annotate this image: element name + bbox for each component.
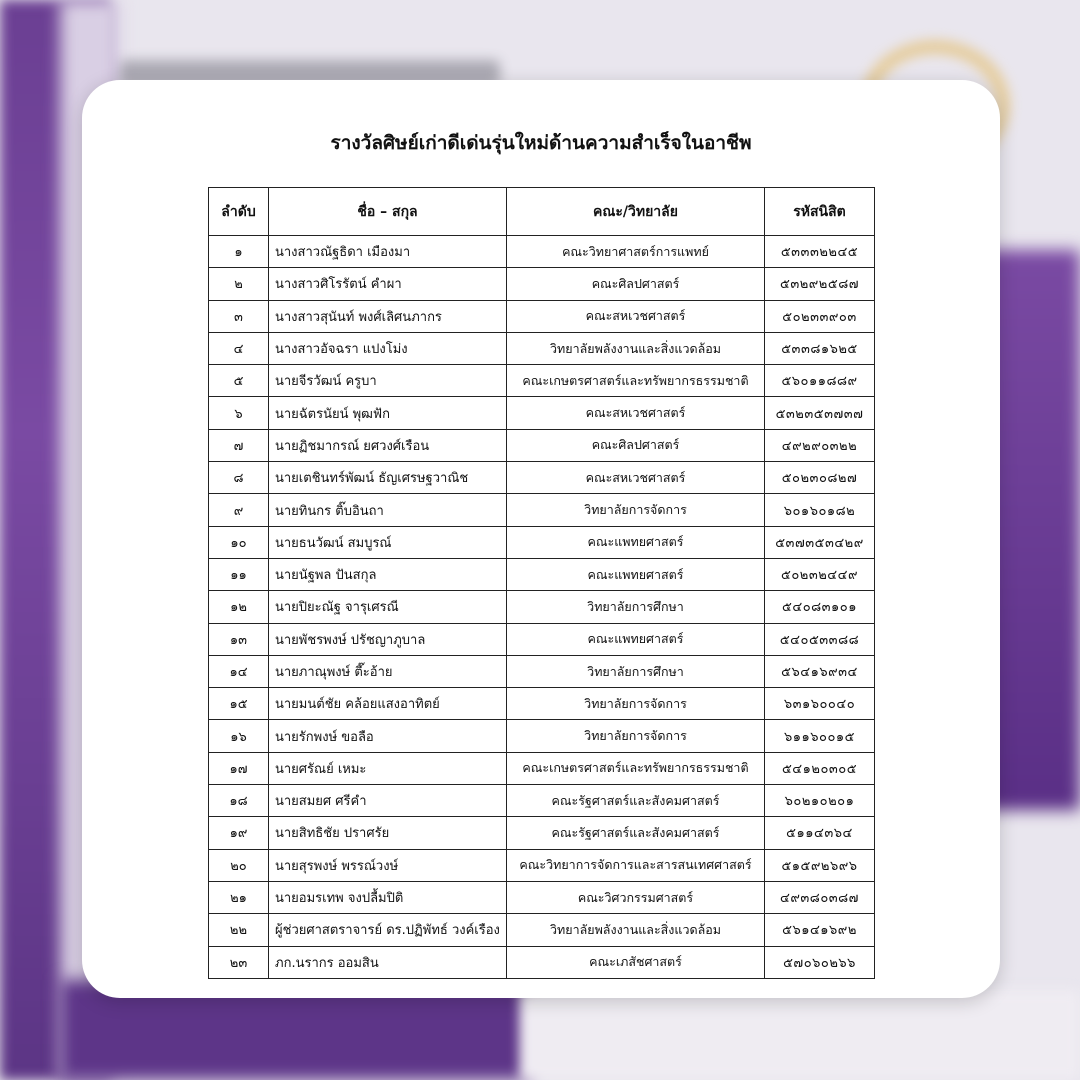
cell-name: นายปิยะณัฐ จารุเศรณี [269, 591, 507, 623]
table-row [209, 332, 875, 364]
table-row [209, 591, 875, 623]
header-name: ชื่อ – สกุล [269, 188, 507, 236]
cell-no: ๒๑ [209, 881, 269, 913]
cell-student-id: ๕๖๔๑๖๙๓๔ [765, 655, 875, 687]
cell-name: นายสิทธิชัย ปราศรัย [269, 817, 507, 849]
cell-name: นายเตชินทร์พัฒน์ ธัญเศรษฐวาณิช [269, 462, 507, 494]
cell-name: นายรักพงษ์ ขอลือ [269, 720, 507, 752]
table-row [209, 494, 875, 526]
cell-name: นายนัฐพล ปันสกุล [269, 558, 507, 590]
table-row [209, 914, 875, 946]
cell-faculty: คณะรัฐศาสตร์และสังคมศาสตร์ [507, 817, 765, 849]
cell-no: ๘ [209, 462, 269, 494]
cell-no: ๒๐ [209, 849, 269, 881]
cell-no: ๓ [209, 300, 269, 332]
cell-name: นางสาวศิโรรัตน์ คำผา [269, 268, 507, 300]
cell-student-id: ๕๑๕๙๒๖๙๖ [765, 849, 875, 881]
cell-student-id: ๕๓๗๓๕๓๔๒๙ [765, 526, 875, 558]
cell-name: นายทินกร ติ๊บอินถา [269, 494, 507, 526]
cell-student-id: ๕๐๒๓๒๔๔๙ [765, 558, 875, 590]
cell-student-id: ๔๙๓๘๐๓๘๗ [765, 881, 875, 913]
cell-faculty: คณะสหเวชศาสตร์ [507, 462, 765, 494]
table-row [209, 268, 875, 300]
cell-no: ๑๒ [209, 591, 269, 623]
cell-faculty: คณะวิศวกรรมศาสตร์ [507, 881, 765, 913]
table-header-row [209, 188, 875, 236]
cell-faculty: คณะเภสัชศาสตร์ [507, 946, 765, 978]
cell-name: นายภาณุพงษ์ ตี๊ะอ้าย [269, 655, 507, 687]
header-no: ลำดับ [209, 188, 269, 236]
cell-student-id: ๕๓๓๓๒๒๔๕ [765, 236, 875, 268]
cell-no: ๕ [209, 365, 269, 397]
cell-name: นายสมยศ ศรีคำ [269, 785, 507, 817]
cell-no: ๑๓ [209, 623, 269, 655]
document-card [82, 80, 1000, 998]
cell-name: นายฏิชมากรณ์ ยศวงศ์เรือน [269, 429, 507, 461]
cell-student-id: ๕๑๑๔๓๖๔ [765, 817, 875, 849]
cell-name: ผู้ช่วยศาสตราจารย์ ดร.ปฏิพัทธ์ วงค์เรือง [269, 914, 507, 946]
cell-faculty: วิทยาลัยพลังงานและสิ่งแวดล้อม [507, 914, 765, 946]
cell-name: นายมนต์ชัย คล้อยแสงอาทิตย์ [269, 688, 507, 720]
cell-name: นายสุรพงษ์ พรรณ์วงษ์ [269, 849, 507, 881]
cell-name: นายพัชรพงษ์ ปรัชญาภูบาล [269, 623, 507, 655]
cell-student-id: ๖๑๑๖๐๐๑๕ [765, 720, 875, 752]
header-faculty: คณะ/วิทยาลัย [507, 188, 765, 236]
bg-bottom-light-panel [520, 990, 1080, 1080]
cell-faculty: คณะแพทยศาสตร์ [507, 558, 765, 590]
table-row [209, 849, 875, 881]
cell-no: ๑ [209, 236, 269, 268]
cell-student-id: ๕๐๒๓๓๙๐๓ [765, 300, 875, 332]
table-row [209, 946, 875, 978]
table-row [209, 623, 875, 655]
cell-faculty: วิทยาลัยการจัดการ [507, 494, 765, 526]
table-row [209, 655, 875, 687]
cell-student-id: ๔๙๒๙๐๓๒๒ [765, 429, 875, 461]
cell-name: นางสาวอัจฉรา แปงโม่ง [269, 332, 507, 364]
cell-student-id: ๖๓๑๖๐๐๔๐ [765, 688, 875, 720]
cell-faculty: คณะแพทยศาสตร์ [507, 623, 765, 655]
cell-no: ๑๔ [209, 655, 269, 687]
cell-no: ๔ [209, 332, 269, 364]
cell-no: ๑๑ [209, 558, 269, 590]
cell-faculty: คณะศิลปศาสตร์ [507, 268, 765, 300]
cell-no: ๖ [209, 397, 269, 429]
cell-student-id: ๕๗๐๖๐๒๖๖ [765, 946, 875, 978]
cell-faculty: คณะสหเวชศาสตร์ [507, 300, 765, 332]
document-title: รางวัลศิษย์เก่าดีเด่นรุ่นใหม่ด้านความสำเร็จในอาชีพ [330, 132, 752, 154]
header-student-id: รหัสนิสิต [765, 188, 875, 236]
cell-faculty: คณะรัฐศาสตร์และสังคมศาสตร์ [507, 785, 765, 817]
cell-student-id: ๕๔๐๕๓๓๘๘ [765, 623, 875, 655]
cell-no: ๑๕ [209, 688, 269, 720]
table-row [209, 365, 875, 397]
table-row [209, 881, 875, 913]
table-row [209, 752, 875, 784]
cell-no: ๗ [209, 429, 269, 461]
table-row [209, 785, 875, 817]
cell-student-id: ๕๔๐๘๓๑๐๑ [765, 591, 875, 623]
cell-no: ๑๗ [209, 752, 269, 784]
table-row [209, 526, 875, 558]
cell-faculty: วิทยาลัยการจัดการ [507, 688, 765, 720]
cell-student-id: ๕๓๒๙๒๕๘๗ [765, 268, 875, 300]
cell-faculty: คณะแพทยศาสตร์ [507, 526, 765, 558]
cell-name: นายศรัณย์ เหมะ [269, 752, 507, 784]
cell-faculty: คณะเกษตรศาสตร์และทรัพยากรธรรมชาติ [507, 752, 765, 784]
cell-name: นางสาวณัฐธิดา เมืองมา [269, 236, 507, 268]
cell-faculty: คณะวิทยาศาสตร์การแพทย์ [507, 236, 765, 268]
cell-student-id: ๕๖๐๑๑๘๘๙ [765, 365, 875, 397]
table-row [209, 300, 875, 332]
cell-no: ๑๐ [209, 526, 269, 558]
table-row [209, 429, 875, 461]
cell-no: ๒๓ [209, 946, 269, 978]
table-row [209, 558, 875, 590]
cell-no: ๑๙ [209, 817, 269, 849]
cell-name: นายฉัตรนัยน์ พุฒฟัก [269, 397, 507, 429]
cell-faculty: วิทยาลัยพลังงานและสิ่งแวดล้อม [507, 332, 765, 364]
cell-name: นายอมรเทพ จงปลื้มปิติ [269, 881, 507, 913]
cell-faculty: คณะวิทยาการจัดการและสารสนเทศศาสตร์ [507, 849, 765, 881]
cell-student-id: ๖๐๑๖๐๑๘๒ [765, 494, 875, 526]
cell-no: ๒๒ [209, 914, 269, 946]
awardee-table [208, 187, 875, 979]
cell-faculty: คณะศิลปศาสตร์ [507, 429, 765, 461]
table-row [209, 688, 875, 720]
cell-name: ภก.นรากร ออมสิน [269, 946, 507, 978]
cell-no: ๒ [209, 268, 269, 300]
cell-faculty: วิทยาลัยการจัดการ [507, 720, 765, 752]
table-row [209, 817, 875, 849]
cell-faculty: วิทยาลัยการศึกษา [507, 655, 765, 687]
cell-name: นายธนวัฒน์ สมบูรณ์ [269, 526, 507, 558]
cell-faculty: คณะสหเวชศาสตร์ [507, 397, 765, 429]
cell-student-id: ๕๐๒๓๐๘๒๗ [765, 462, 875, 494]
cell-no: ๑๘ [209, 785, 269, 817]
cell-student-id: ๕๓๒๓๕๓๗๓๗ [765, 397, 875, 429]
table-row [209, 720, 875, 752]
cell-student-id: ๕๔๑๒๐๓๐๕ [765, 752, 875, 784]
cell-name: นายจีรวัฒน์ ครูบา [269, 365, 507, 397]
cell-student-id: ๖๐๒๑๐๒๐๑ [765, 785, 875, 817]
table-row [209, 397, 875, 429]
cell-faculty: วิทยาลัยการศึกษา [507, 591, 765, 623]
cell-no: ๑๖ [209, 720, 269, 752]
cell-student-id: ๕๓๓๘๑๖๒๕ [765, 332, 875, 364]
table-row [209, 236, 875, 268]
cell-faculty: คณะเกษตรศาสตร์และทรัพยากรธรรมชาติ [507, 365, 765, 397]
cell-student-id: ๕๖๑๔๑๖๙๒ [765, 914, 875, 946]
table-row [209, 462, 875, 494]
cell-name: นางสาวสุนันท์ พงศ์เลิศนภากร [269, 300, 507, 332]
cell-no: ๙ [209, 494, 269, 526]
